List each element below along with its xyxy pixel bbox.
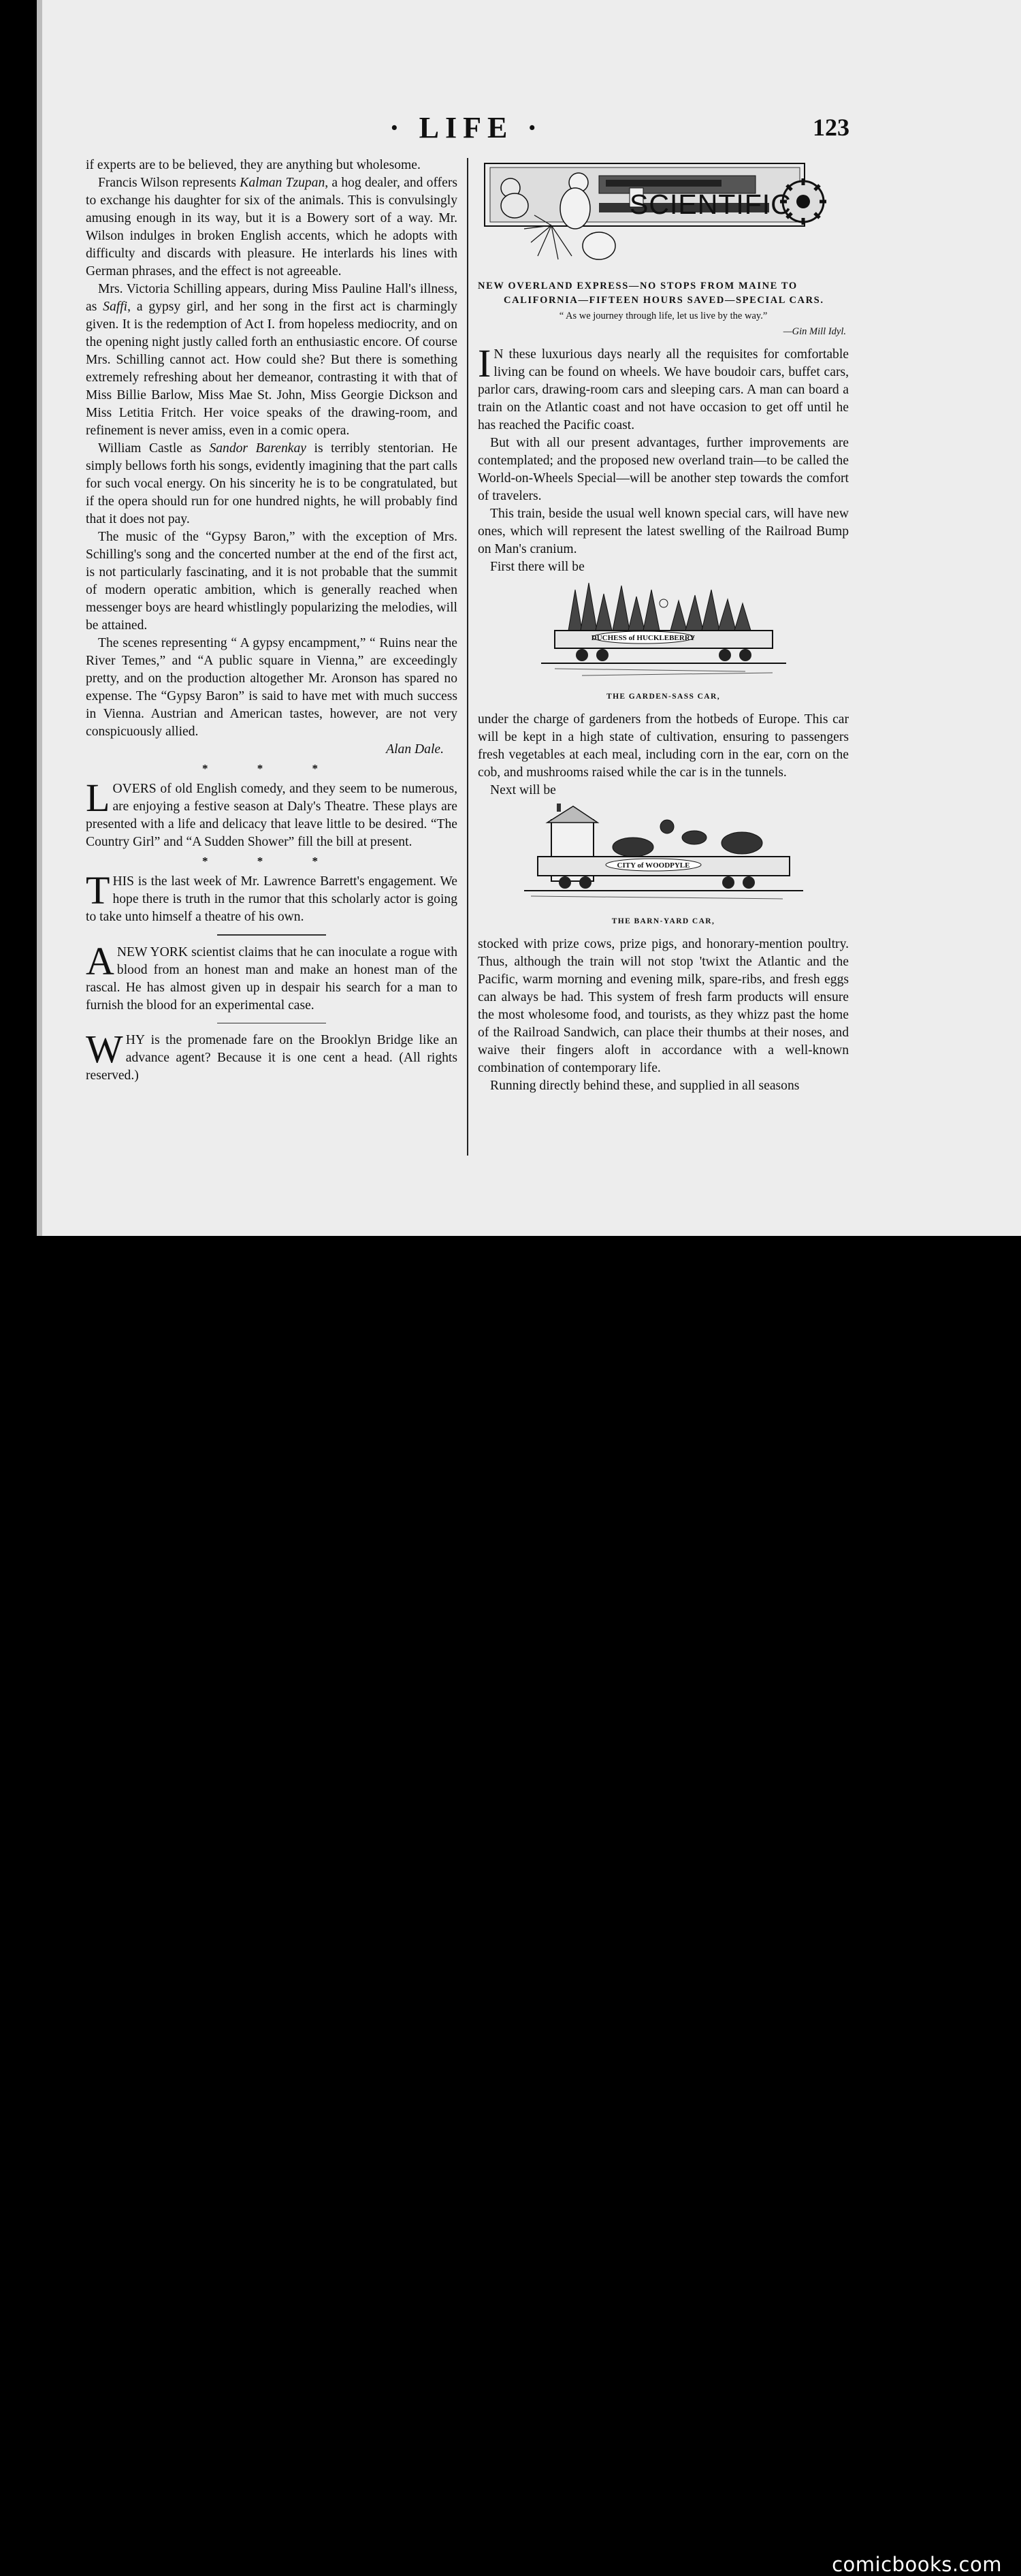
banner-title: SCIENTIFIC: [630, 189, 792, 220]
article-paragraph: if experts are to be believed, they are anything but wholesome.: [86, 158, 421, 172]
drop-cap: L: [86, 776, 110, 820]
illustration-caption: THE BARN-YARD CAR,: [611, 917, 715, 925]
drop-cap: I: [478, 341, 491, 385]
article-intro: I N these luxurious days nearly all the requisites for comfortable living can be found on wheels. We have boudoir cars, buffet cars, parlor cars, drawing-room cars and sleeping cars. A man can board a train on the Atlantic coast and not have occasion to get off until he has reached the Pacific coast.: [478, 341, 849, 432]
article-paragraph: The scenes representing “ A gypsy encampment,” “ Ruins near the River Temes,” and “A public square in Vienna,” are exceedingly pretty, and on the production altogether Mr. Aronson has spared no expense. The “Gypsy Baron” is said to have met with much success in Vienna. Austrian and American tastes, however, are not very conspicuously allied.: [86, 636, 457, 739]
article-paragraph: Francis Wilson represents Kalman Tzupan, a hog dealer, and offers to exchange his daughter for six of the animals. This is convulsingly amusing enough in its way, but it is a Bowery sort of a way. Mr. Wilson indulges in broken English accents, which he adopts with difficulty and discards with pleasure. He interlards his lines with German phrases, and the effect is not agreeable.: [86, 176, 458, 279]
left-column: [86, 157, 457, 1085]
article-paragraph: under the charge of gardeners from the hotbeds of Europe. This car will be kept in a high state of cultivation, ensuring to passengers fresh vegetables at each meal, including corn in the ear, corn on the cob, and mushrooms raised while the car is in the tunnels.: [478, 712, 849, 780]
article-paragraph: The music of the “Gypsy Baron,” with the exception of Mrs. Schilling's song and the concerted number at the end of the first act, is not particularly fascinating, and it is not probable that the summit of modern operatic ambition, which is generally reached when messenger boys are heard whistlingly popularizing the melodies, will be attained.: [86, 530, 457, 633]
section-stars: * * *: [202, 762, 341, 775]
article-paragraph: Next will be: [490, 783, 556, 797]
page-number: 123: [813, 114, 849, 141]
magazine-page: [42, 0, 1021, 1356]
epigraph-source: —Gin Mill Idyl.: [783, 326, 846, 337]
article-paragraph: stocked with prize cows, prize pigs, and honorary-mention poultry. Thus, although the train will not stop 'twixt the Atlantic and the Pacific, warm morning and evening milk, spare-ribs, and fresh eggs can always be had. This system of fresh farm products will ensure the most wholesome food, and tourists, as they whizz past the home of the Railroad Sandwich, can place their thumbs at their noses, and waive their fingers aloft in accordance with a well-known combination of contemporary life.: [478, 937, 849, 1075]
epigraph-quote: “ As we journey through life, let us live by the way.”: [559, 311, 768, 321]
article-paragraph: This train, beside the usual well known special cars, will have new ones, which will represent the latest swelling of the Railroad Bump on Man's cranium.: [478, 507, 849, 556]
column-rule: [467, 158, 468, 1156]
item-scientist: ANEW YORK scientist claims that he can inoculate a rogue with blood from an honest man and make an honest man of the rascal. He has almost given up in despair his search for a man to furnish the blood for an experimental case.: [86, 938, 458, 1013]
article-paragraph: First there will be: [490, 560, 585, 574]
car-sign: CITY of WOODPYLE: [617, 861, 690, 870]
section-divider: [217, 934, 326, 936]
item-bridge: WHY is the promenade fare on the Brooklyn Bridge like an advance agent? Because it is one cent a head. (All rights reserved.): [86, 1027, 457, 1083]
section-divider: [217, 1023, 326, 1024]
page-header-title: · LIFE ·: [389, 111, 544, 144]
author-signature: Alan Dale.: [386, 742, 444, 757]
right-column: [478, 279, 849, 1095]
drop-cap: W: [86, 1027, 123, 1071]
scientific-banner-illustration: [483, 161, 837, 270]
item-lovers: LOVERS of old English comedy, and they seem to be numerous, are enjoying a festive season at Daly's Theatre. These plays are presented with a life and delicacy that leave little to be desired. “The Country Girl” and “A Sudden Shower” fill the bill at present.: [86, 776, 457, 849]
scan-left-edge: [0, 0, 42, 1356]
illustration-caption: THE GARDEN-SASS CAR,: [606, 693, 720, 701]
watermark-text: comicbooks.com: [832, 2553, 1002, 2576]
item-barrett: THIS is the last week of Mr. Lawrence Barrett's engagement. We hope there is truth in the rumor that this scholarly actor is going to take unto himself a theatre of his own.: [86, 868, 457, 924]
garden-sass-car-illustration: [541, 576, 786, 684]
article-paragraph: William Castle as Sandor Barenkay is terribly stentorian. He simply bellows forth his songs, evidently imagining that the part calls for such vocal energy. On his sincerity he is to be congratulated, but if the opera should run for one hundred nights, he will probably find that it does not pay.: [86, 441, 457, 526]
article-headline: NEW OVERLAND EXPRESS—NO STOPS FROM MAINE TO CALIFORNIA—FIFTEEN HOURS SAVED—SPECIAL CARS.: [478, 281, 824, 306]
scan-bottom-bar: [0, 1236, 1021, 2576]
drop-cap: A: [86, 938, 114, 983]
drop-cap: T: [86, 868, 110, 912]
section-stars: * * *: [202, 855, 341, 868]
car-sign: DUCHESS of HUCKLEBERRY: [591, 634, 695, 642]
article-paragraph: Running directly behind these, and supplied in all seasons: [490, 1079, 800, 1093]
barn-yard-car-illustration: [524, 799, 803, 908]
article-paragraph: But with all our present advantages, further improvements are contemplated; and the proposed new overland train—to be called the World-on-Wheels Special—will be another step towards the comfort of travelers.: [478, 436, 849, 503]
article-paragraph: Mrs. Victoria Schilling appears, during Miss Pauline Hall's illness, as Saffi, a gypsy girl, and her song in the first act is charmingly given. It is the redemption of Act I. from hopeless mediocrity, and on the opening night justly called forth an enthusiastic encore. Of course Mrs. Schilling cannot act. How could she? But there is something extremely refreshing about her demeanor, contrasting it with that of Miss Billie Barlow, Miss Mae St. John, Miss Georgie Dickson and Miss Letitia Fritch. Her voice speaks of the drawing-room, and refinement is never amiss, even in a comic opera.: [86, 282, 457, 438]
